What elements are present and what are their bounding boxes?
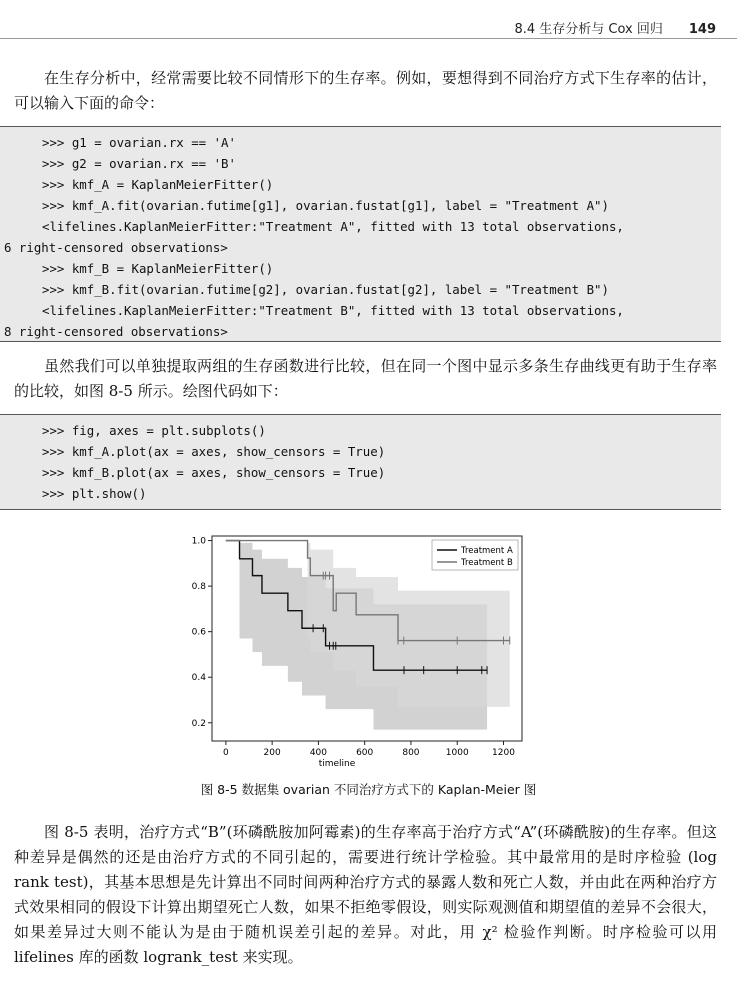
x-tick-label: 400: [309, 748, 328, 758]
paragraph-1: 在生存分析中，经常需要比较不同情形下的生存率。例如，要想得到不同治疗方式下生存率的估计，可以输入下面的命令：: [14, 69, 717, 112]
code-line: >>> g2 = ovarian.rx == 'B': [42, 156, 236, 171]
y-tick-label: 0.6: [191, 627, 206, 638]
x-tick-label: 800: [402, 748, 420, 758]
page-header: [0, 18, 716, 37]
paragraph-3: 图 8-5 表明，治疗方式“B”(环磷酰胺加阿霉素)的生存率高于治疗方式“A”(环磷酰胺)的生存率。但这种差异是偶然的还是由治疗方式的不同引起的，需要进行统计学检验。其中最常用的是时序检验 (log rank test)，其基本思想是先计算出不同时间两种治疗方式的暴露人数和死亡人数，并由此在两种治疗方式效果相同的假设下计算出期望死亡人数，如果不拒绝零假设，则实际观测值和期望值的差异不会很大，如果差异过大则不能认为是由于随机误差引起的差异。对此，用 χ² 检验作判断。时序检验可以用 lifelines 库的函数 logrank_test 来实现。: [14, 823, 717, 966]
code-block-1: [0, 126, 721, 342]
code-line: >>> g1 = ovarian.rx == 'A': [42, 135, 236, 150]
code-line: >>> kmf_A = KaplanMeierFitter(): [42, 177, 274, 192]
code-line: >>> kmf_B.plot(ax = axes, show_censors = True): [42, 465, 386, 480]
page-number: 149: [688, 22, 716, 37]
x-tick-label: 1000: [445, 748, 469, 758]
y-tick-label: 1.0: [191, 536, 206, 547]
code-line: >>> kmf_A.fit(ovarian.futime[g1], ovarian.fustat[g1], label = "Treatment A"): [42, 198, 609, 213]
y-tick-label: 0.8: [191, 582, 206, 593]
x-axis-label: timeline: [318, 759, 356, 766]
y-tick-label: 0.4: [191, 673, 206, 684]
code-line: >>> fig, axes = plt.subplots(): [42, 423, 266, 438]
code-block-2: [0, 414, 721, 510]
header-rule: [0, 38, 737, 39]
code-line: 6 right-censored observations>: [4, 240, 228, 255]
paragraph-2: 虽然我们可以单独提取两组的生存函数进行比较，但在同一个图中显示多条生存曲线更有助于生存率的比较，如图 8-5 所示。绘图代码如下：: [14, 357, 717, 400]
legend-label: Treatment B: [461, 558, 513, 568]
code-line: <lifelines.KaplanMeierFitter:"Treatment B", fitted with 13 total observations,: [42, 303, 624, 318]
x-tick-label: 1200: [492, 748, 515, 758]
code-line: 8 right-censored observations>: [4, 324, 228, 339]
x-tick-label: 0: [223, 748, 229, 758]
code-line: >>> kmf_B.fit(ovarian.futime[g2], ovarian.fustat[g2], label = "Treatment B"): [42, 282, 609, 297]
code-line: >>> kmf_A.plot(ax = axes, show_censors = True): [42, 444, 386, 459]
kaplan-meier-chart: [182, 526, 532, 766]
y-tick-label: 0.2: [191, 718, 206, 729]
figure-caption: 图 8-5 数据集 ovarian 不同治疗方式下的 Kaplan-Meier 图: [200, 782, 537, 797]
x-tick-label: 200: [263, 748, 281, 758]
code-line: >>> kmf_B = KaplanMeierFitter(): [42, 261, 274, 276]
legend-label: Treatment A: [461, 546, 513, 556]
code-line: <lifelines.KaplanMeierFitter:"Treatment A", fitted with 13 total observations,: [42, 219, 624, 234]
code-line: >>> plt.show(): [42, 486, 147, 501]
section-title: 8.4 生存分析与 Cox 回归: [514, 22, 663, 37]
x-tick-label: 600: [356, 748, 374, 758]
